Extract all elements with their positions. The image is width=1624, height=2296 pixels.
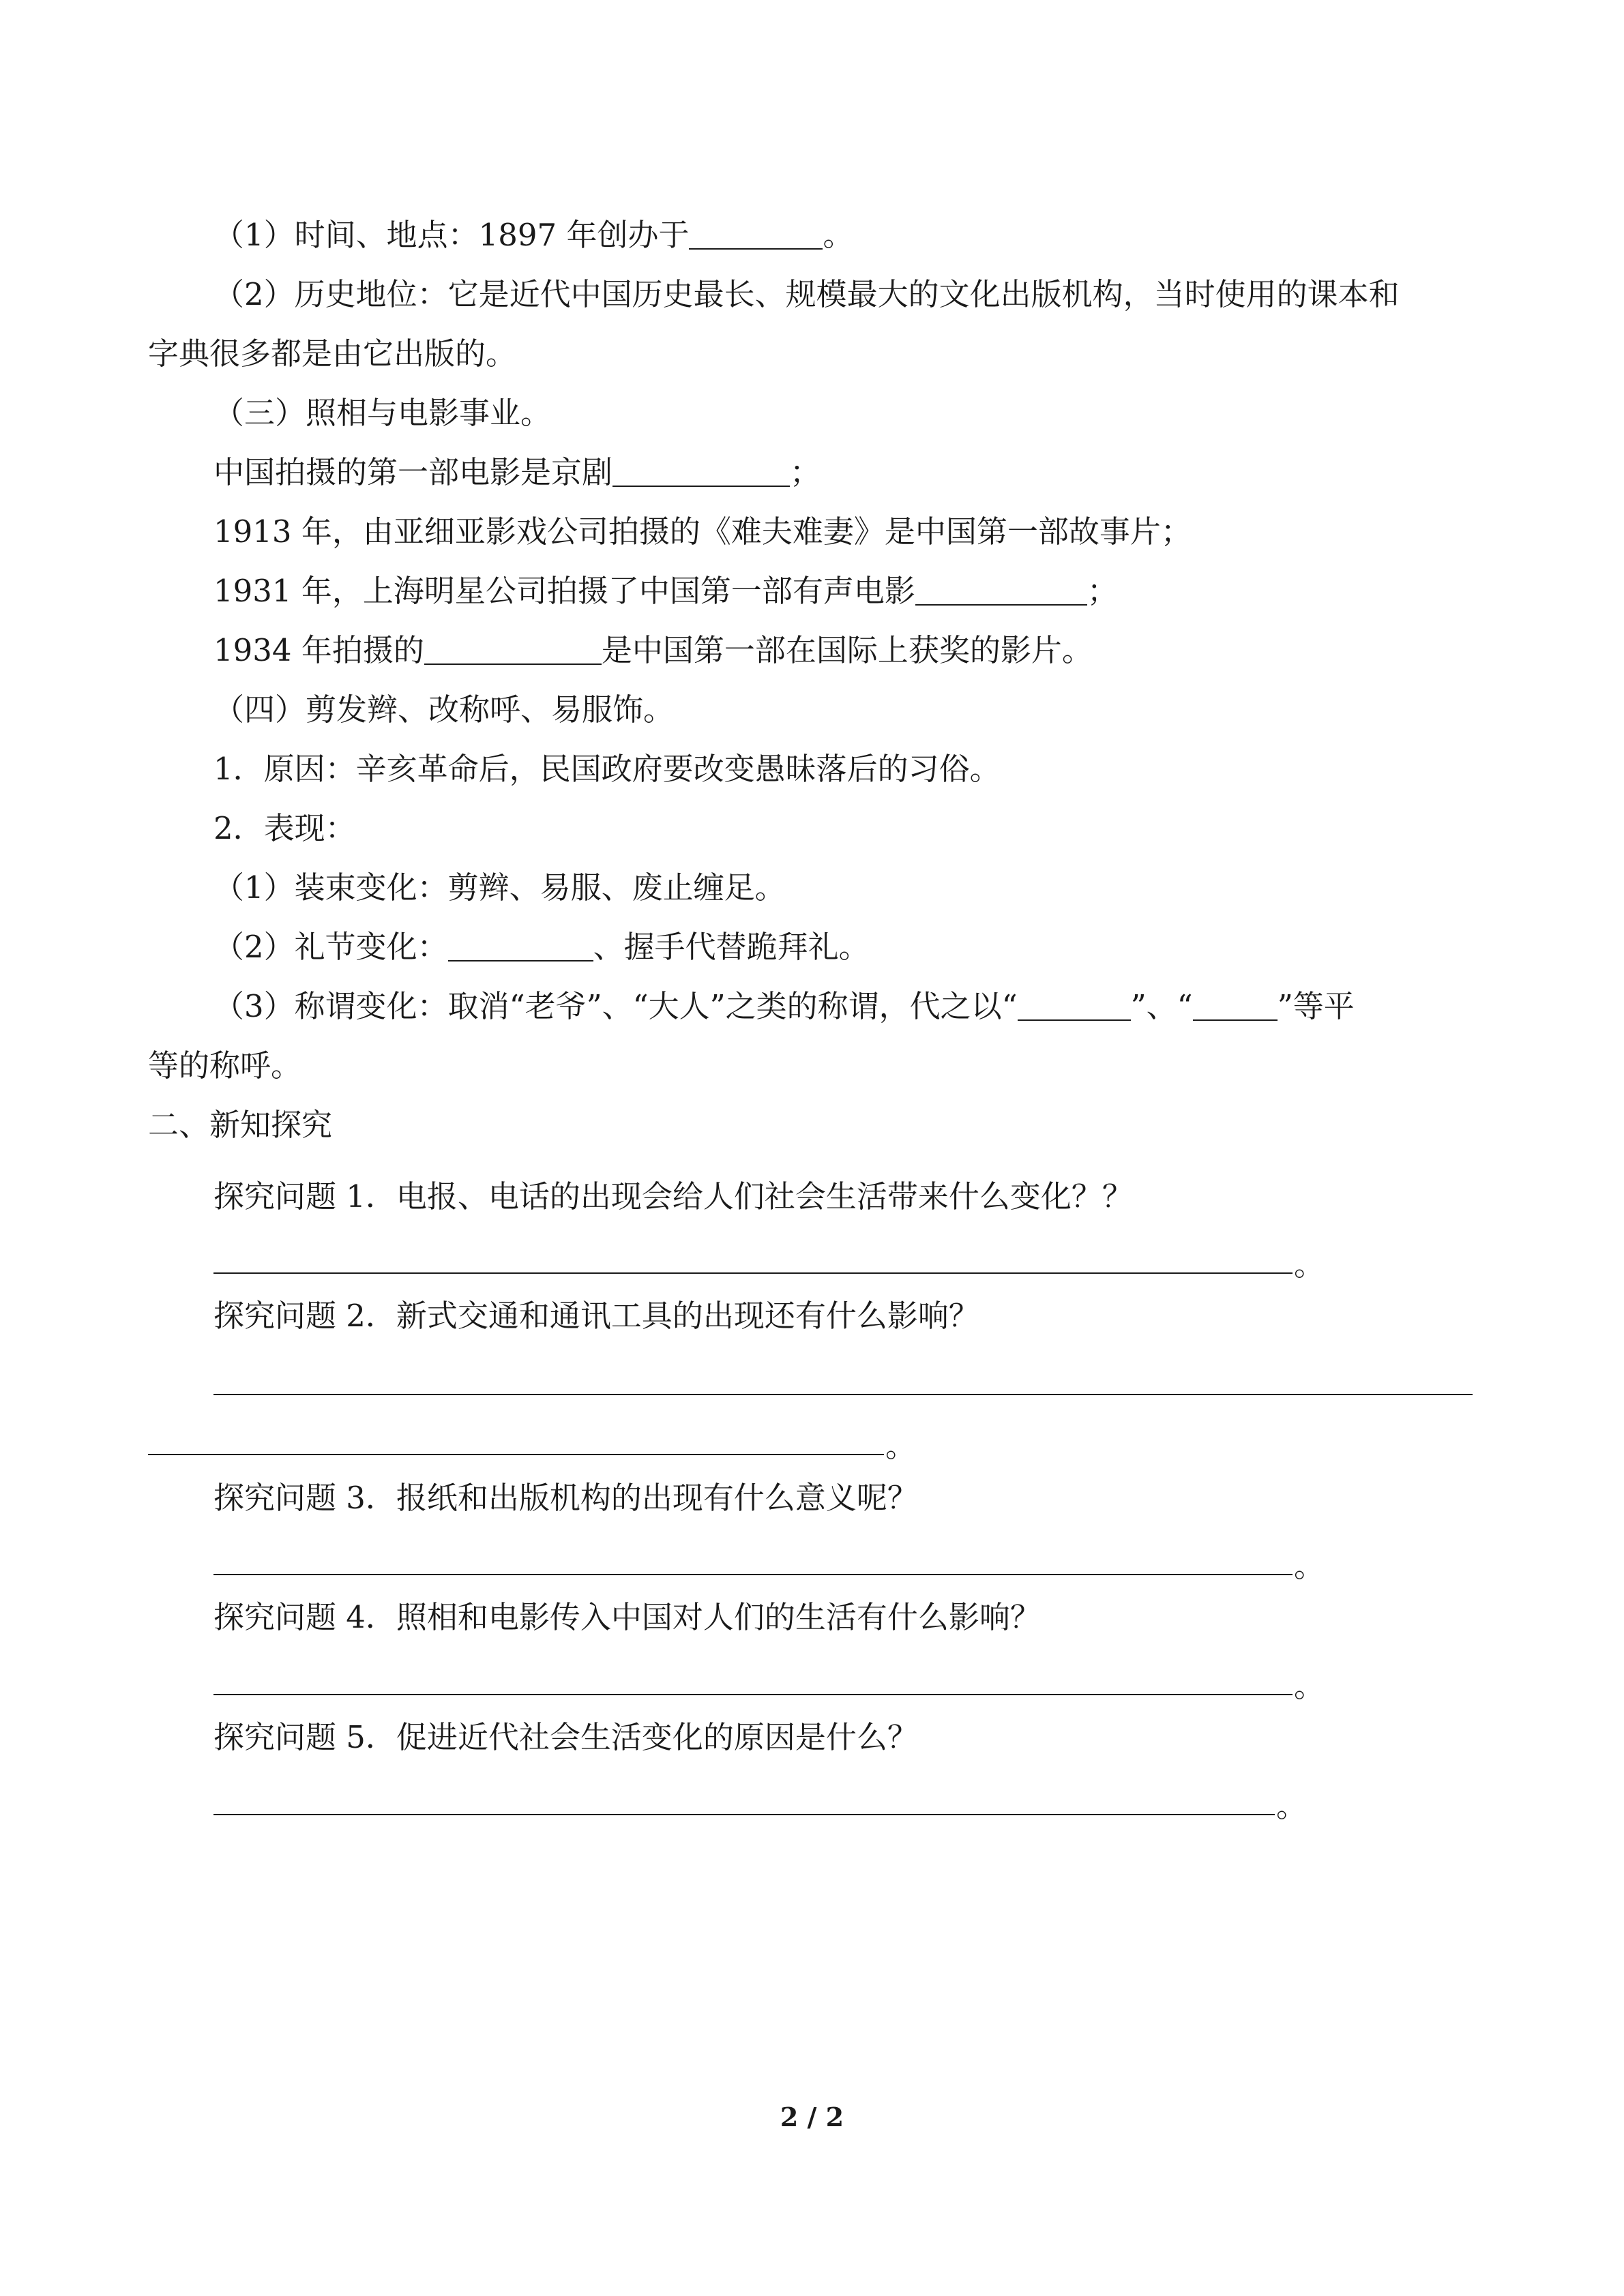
inquiry-question-4: 探究问题 4．照相和电影传入中国对人们的生活有什么影响？ — [213, 1599, 1041, 1635]
fill-blank-award-film[interactable] — [424, 631, 602, 665]
section-heading-inquiry: 二、新知探究 — [148, 1107, 333, 1143]
text-line-etiquette: （2）礼节变化： 、握手代替跪拜礼。 — [213, 929, 870, 965]
inquiry-question-3: 探究问题 3．报纸和出版机构的出现有什么意义呢？ — [213, 1480, 918, 1516]
text-line-1913: 1913 年，由亚细亚影戏公司拍摄的《难夫难妻》是中国第一部故事片； — [213, 513, 1192, 550]
inquiry-question-1: 探究问题 1．电报、电话的出现会给人们社会生活带来什么变化？？ — [213, 1178, 1133, 1214]
answer-line-2b[interactable] — [148, 1454, 884, 1455]
answer-line-4[interactable] — [213, 1694, 1293, 1695]
inquiry-question-2: 探究问题 2．新式交通和通讯工具的出现还有什么影响？ — [213, 1298, 979, 1334]
text-line-status-cont: 字典很多都是由它出版的。 — [148, 336, 517, 372]
subheading-customs: （四）剪发辫、改称呼、易服饰。 — [213, 691, 675, 728]
answer-line-1[interactable] — [213, 1272, 1293, 1274]
text-line-reason: 1．原因：辛亥革命后，民国政府要改变愚昧落后的习俗。 — [213, 751, 1001, 787]
answer-end-mark-4: 。 — [1294, 1668, 1325, 1704]
text-line-1934: 1934 年拍摄的 是中国第一部在国际上获奖的影片。 — [213, 632, 1093, 668]
page-number: 2 / 2 — [780, 2102, 844, 2132]
answer-end-mark-1: 。 — [1294, 1247, 1325, 1283]
answer-line-5[interactable] — [213, 1814, 1275, 1815]
text-line-first-film: 中国拍摄的第一部电影是京剧 ； — [213, 454, 821, 490]
answer-line-3[interactable] — [213, 1574, 1293, 1575]
fill-blank-first-film[interactable] — [612, 453, 790, 487]
text-line-status — [213, 274, 1473, 315]
text-line-address: （3）称谓变化：取消“老爷”、“大人”之类的称谓，代之以“ ”、“ ”等平 — [213, 988, 1355, 1024]
fill-blank-address-2[interactable] — [1193, 987, 1278, 1021]
text-line-attire: （1）装束变化：剪辫、易服、废止缠足。 — [213, 869, 786, 906]
text-line-manifestation: 2．表现： — [213, 810, 356, 846]
answer-line-2a[interactable] — [213, 1394, 1473, 1395]
text-line-1931: 1931 年，上海明星公司拍摄了中国第一部有声电影 ； — [213, 573, 1118, 609]
inquiry-question-5: 探究问题 5．促进近代社会生活变化的原因是什么？ — [213, 1719, 918, 1755]
text-line-founding: （1）时间、地点：1897 年创办于 。 — [213, 217, 854, 253]
fill-blank-founding-place[interactable] — [689, 215, 823, 250]
fill-blank-etiquette[interactable] — [448, 927, 593, 961]
subheading-photo-film: （三）照相与电影事业。 — [213, 395, 552, 431]
text-historical-status: （2）历史地位：它是近代中国历史最长、规模最大的文化出版机构，当时使用的课本和 — [213, 276, 1400, 312]
text-line-address-cont: 等的称呼。 — [148, 1047, 302, 1084]
fill-blank-address-1[interactable] — [1018, 987, 1131, 1021]
text-founding: （1）时间、地点：1897 年创办于 — [213, 217, 690, 253]
answer-end-mark-2: 。 — [885, 1428, 917, 1464]
answer-end-mark-3: 。 — [1294, 1548, 1325, 1584]
answer-end-mark-5: 。 — [1276, 1788, 1308, 1824]
fill-blank-sound-film[interactable] — [915, 571, 1087, 606]
